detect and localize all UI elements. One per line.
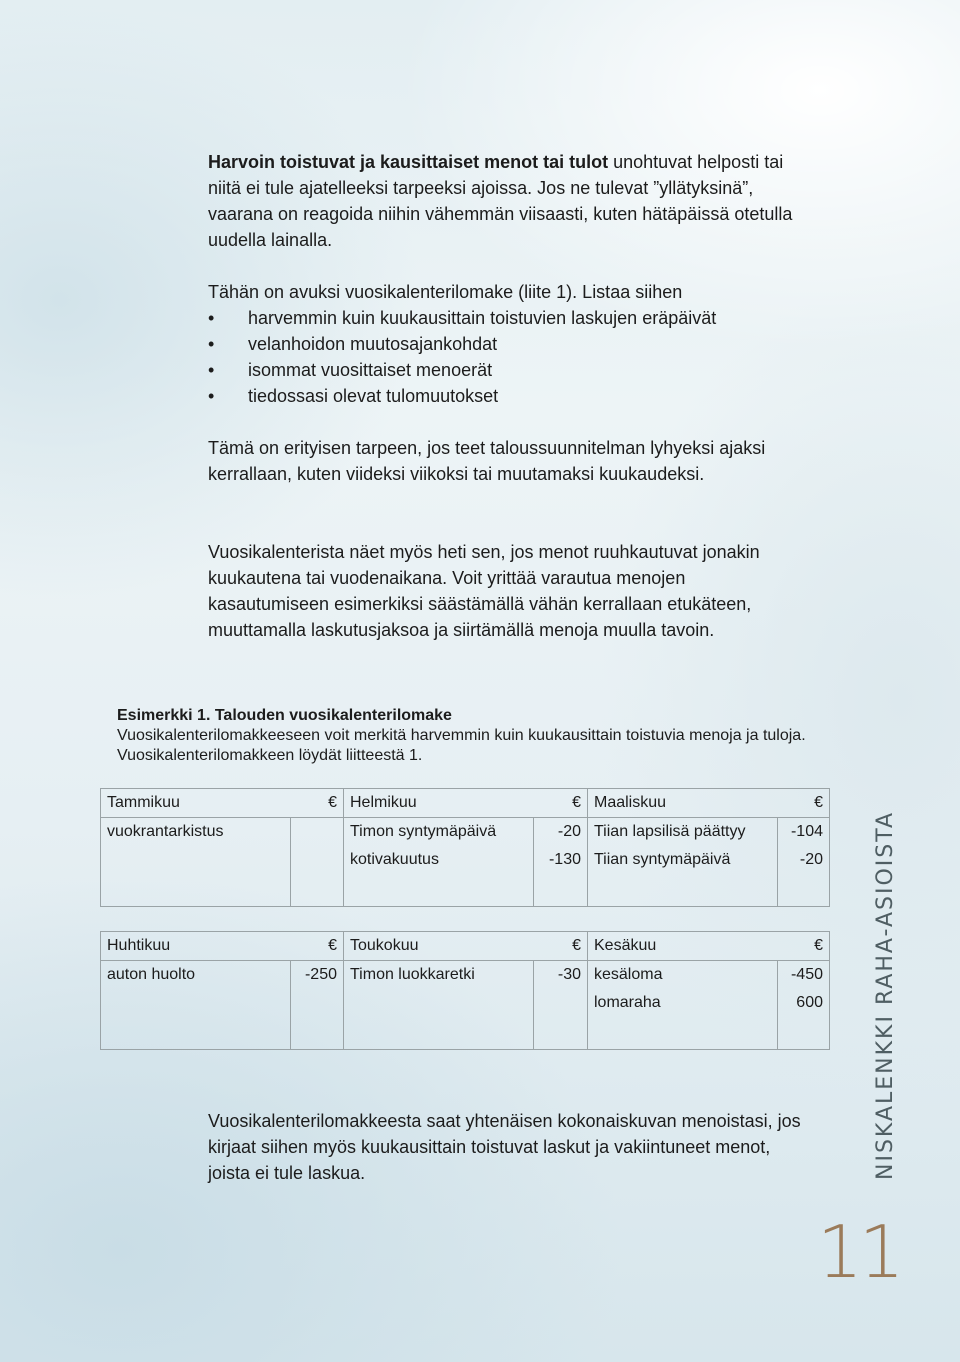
page-number: 11 [817,1210,901,1294]
calendar-table-q1 [100,788,830,907]
list-item-text: tiedossasi olevat tulomuutokset [248,386,499,406]
entry-label: Timon luokkaretki [344,961,534,990]
bullet-icon: • [208,360,215,380]
month-header-row [101,932,830,961]
entry-amount [291,818,344,847]
entry-label: Tiian syntymäpäivä [588,846,778,874]
entry-amount [534,989,588,1017]
entry-label [101,1017,291,1050]
intro-bold-lead: Harvoin toistuvat ja kausittaiset menot tai tulot [208,152,609,172]
entry-label [344,989,534,1017]
paragraph-short-plan: Tämä on erityisen tarpeen, jos teet taloussuunnitelman lyhyeksi ajaksi kerrallaan, kuten viideksi viikoksi tai muutamaksi kuukaudeksi. [208,438,766,484]
example-text: Vuosikalenterilomakkeeseen voit merkitä harvemmin kuin kuukausittain toistuvia menoja ja tuloja. Vuosikalenterilomakkeen löydät liitteestä 1. [117,727,806,764]
entry-amount [291,874,344,907]
entry-amount [291,989,344,1017]
entry-amount: -130 [534,846,588,874]
entry-label [344,874,534,907]
bullet-icon: • [208,334,215,354]
entry-amount [778,874,830,907]
entry-amount [778,1017,830,1050]
table-row [101,989,830,1017]
table-row [101,1017,830,1050]
intro-paragraph [208,149,808,253]
entry-amount: -20 [534,818,588,847]
intro-rest: unohtuvat helposti tai niitä ei tule ajatelleeksi tarpeeksi ajoissa. Jos ne tulevat ”yllätyksinä”, vaarana on reagoida niihin vähemmän viisaasti, kuten hätäpäissä otetulla uudella lainalla. [208,152,793,250]
table-row [101,961,830,990]
calendar-table-q2 [100,931,830,1050]
month-header-row [101,789,830,818]
entry-label: Tiian lapsilisä päättyy [588,818,778,847]
entry-amount: -20 [778,846,830,874]
entry-label: vuokrantarkistus [101,818,291,847]
entry-label [588,874,778,907]
entry-label: kesäloma [588,961,778,990]
currency-symbol: € [778,932,830,961]
entry-label: kotivakuutus [344,846,534,874]
month-name: Toukokuu [344,932,534,961]
list-item-text: harvemmin kuin kuukausittain toistuvien laskujen eräpäivät [248,308,717,328]
month-name: Kesäkuu [588,932,778,961]
entry-amount [534,874,588,907]
entry-label: Timon syntymäpäivä [344,818,534,847]
entry-amount: -104 [778,818,830,847]
month-name: Tammikuu [101,789,291,818]
entry-amount: 600 [778,989,830,1017]
list-item [208,305,808,331]
table-row [101,846,830,874]
entry-label [101,846,291,874]
bullet-icon: • [208,386,215,406]
entry-amount [534,1017,588,1050]
entry-label [101,989,291,1017]
month-name: Maaliskuu [588,789,778,818]
entry-label [588,1017,778,1050]
entry-label [101,874,291,907]
currency-symbol: € [291,789,344,818]
entry-label [344,1017,534,1050]
entry-amount: -450 [778,961,830,990]
bullet-icon: • [208,308,215,328]
entry-label: lomaraha [588,989,778,1017]
entry-amount [291,1017,344,1050]
month-name: Huhtikuu [101,932,291,961]
list-intro: Tähän on avuksi vuosikalenterilomake (liite 1). Listaa siihen [208,282,683,302]
list-item [208,357,808,383]
list-item [208,383,808,409]
currency-symbol: € [778,789,830,818]
bullet-list [208,305,808,409]
entry-amount: -30 [534,961,588,990]
table-row [101,818,830,847]
closing-paragraph: Vuosikalenterilomakkeesta saat yhtenäisen kokonaiskuvan menoistasi, jos kirjaat siihen myös kuukausittain toistuvat laskut ja vakiintuneet menot, joista ei tule laskua. [208,1111,801,1183]
table-row [101,874,830,907]
example-heading: Esimerkki 1. Talouden vuosikalenterilomake [117,707,452,724]
example-caption [117,706,817,766]
entry-label: auton huolto [101,961,291,990]
currency-symbol: € [534,789,588,818]
list-item-text: isommat vuosittaiset menoerät [248,360,493,380]
currency-symbol: € [534,932,588,961]
paragraph-calendar-benefit: Vuosikalenterista näet myös heti sen, jos menot ruuhkautuvat jonakin kuukautena tai vuodenaikana. Voit yrittää varautua menojen kasautumiseen esimerkiksi säästämällä vähän kerrallaan etukäteen, muuttamalla laskutusjaksoa ja siirtämällä menoja muulla tavoin. [208,542,760,640]
currency-symbol: € [291,932,344,961]
list-item-text: velanhoidon muutosajankohdat [248,334,498,354]
entry-amount [291,846,344,874]
month-name: Helmikuu [344,789,534,818]
entry-amount: -250 [291,961,344,990]
list-item [208,331,808,357]
series-side-label: NISKALENKKI RAHA-ASIOISTA [873,810,898,1180]
